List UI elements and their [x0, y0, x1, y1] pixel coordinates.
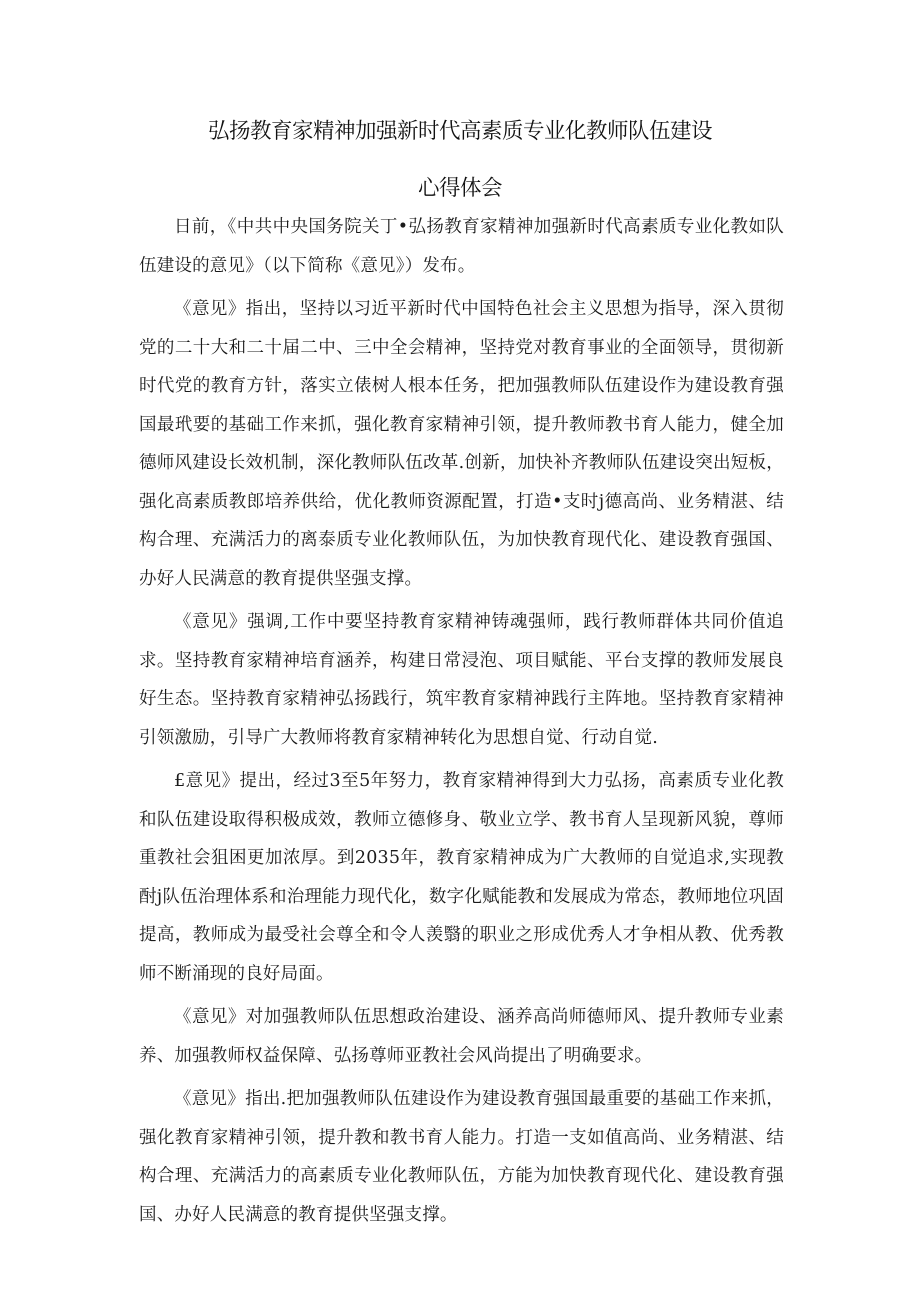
paragraph-requirements: 《意见》对加强教师队伍思想政治建设、涵养高尚师德师风、提升教师专业素养、加强教师权益保障、弘扬尊师亚教社会风尚提出了明确要求。 [139, 1007, 784, 1066]
document-title-line2: 心得体会 [417, 176, 502, 201]
paragraph-conclusion: 《意见》指出.把加强教师队伍建设作为建设教育强国最重要的基础工作来抓，强化教育家精神引领，提升教和教书育人能力。打造一支如值高尚、业务精湛、结构合理、充满活力的高素质专业化教师队伍，方能为加快教育现代化、建设教育强国、办好人民满意的教育提供坚强支撑。 [139, 1089, 784, 1225]
document-title-line1: 弘扬教育家精神加强新时代高素质专业化教师队伍建设 [207, 119, 712, 144]
paragraph-goals: £意见》提出，经过3至5年努力，教育家精神得到大力弘扬，高素质专业化教和队伍建设取得积极成效，教师立德修身、敬业立学、教书育人呈现新风貌，尊师重教社会狙困更加浓厚。到2035年，教育家精神成为广大教师的自觉追求,实现教酎j队伍治理体系和治理能力现代化，数字化赋能教和发展成为常态，教师地位巩固提高，教师成为最受社会尊全和令人羡翳的职业之形成优秀人才争相从教、优秀教师不断涌现的良好局面。 [139, 771, 784, 984]
paragraph-emphasis: 《意见》强调,工作中要坚持教育家精神铸魂强师，践行教师群体共同价值追求。坚持教育家精神培育涵养，构建日常浸泡、项目赋能、平台支撑的教师发展良好生态。坚持教育家精神弘扬践行，筑牢教育家精神践行主阵地。坚持教育家精神引领激励，引导广大教师将教育家精神转化为思想自觉、行动自觉. [139, 612, 784, 748]
paragraph-intro: 日前，《中共中央国务院关丁•弘扬教育家精神加强新时代高素质专业化教如队伍建设的意见》（以下简称《意见》）发布。 [139, 217, 784, 276]
document-body [139, 208, 784, 1239]
paragraph-guidance: 《意见》指出，坚持以习近平新时代中国特色社会主义思想为指导，深入贯彻党的二十大和二十届二中、三中全会精神，坚持党对教育事业的全面领导，贯彻新时代党的教育方针，落实立俵树人根本任务，把加强教师队伍建设作为建设教育强国最玳要的基础工作来抓，强化教育家精神引领，提升教师教书育人能力，健全加德师风建设长效机制，深化教师队伍改革.创新，加快补齐教师队伍建设突出短板，强化高素质教郎培养供给，优化教师资源配置，打造•支时j德高尚、业务精湛、结构合理、充满活力的离泰质专业化教师队伍，为加快教育现代化、建设教育强国、办好人民满意的教育提供坚强支撑。 [139, 299, 784, 589]
